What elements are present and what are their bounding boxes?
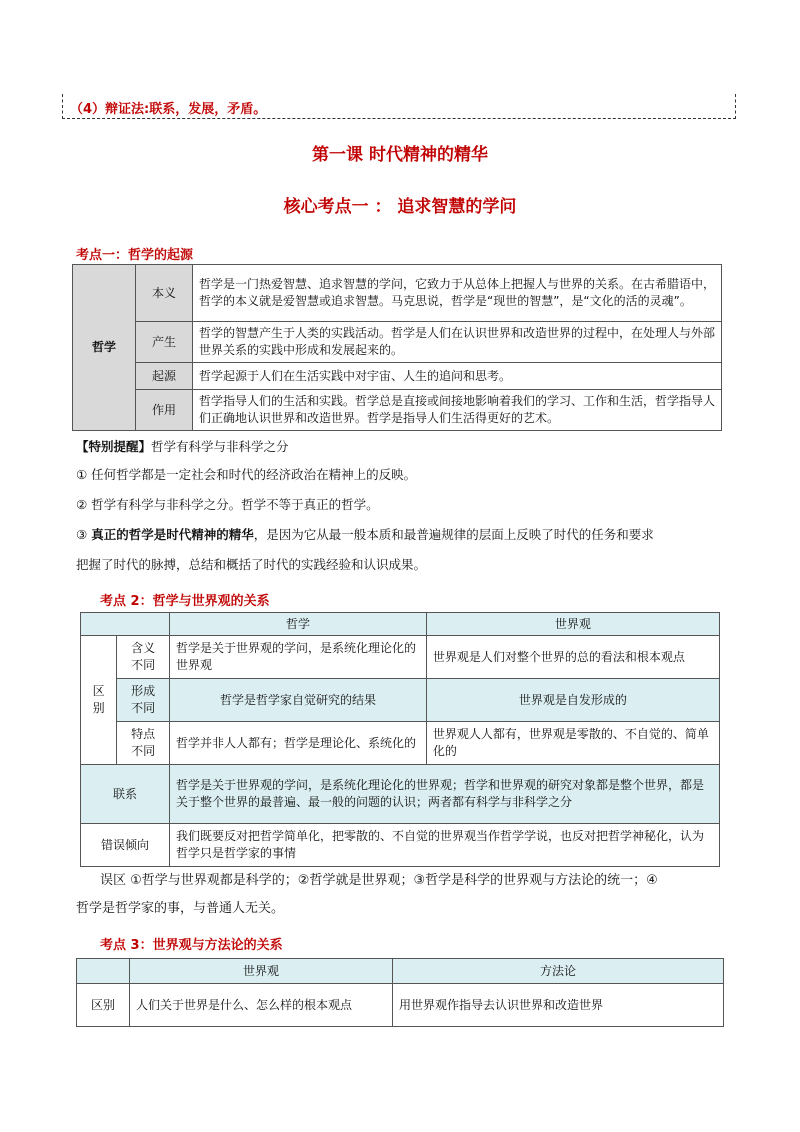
reminder-item-3-line2: 把握了时代的脉搏，总结和概括了时代的实践经验和认识成果。 [76, 557, 427, 572]
origin-label: 起源 [136, 363, 193, 390]
misconception-line1: 误区 ①哲学与世界观都是科学的；②哲学就是世界观；③哲学是科学的世界观与方法论的统一；④ [100, 873, 658, 888]
header-blank [81, 613, 170, 636]
cell-methodology: 用世界观作指导去认识世界和改造世界 [393, 984, 724, 1027]
row-label: 区别 [77, 984, 130, 1027]
origin-label: 作用 [136, 390, 193, 431]
diff-row-label: 特点 不同 [117, 722, 170, 765]
section-3-title: 考点 3：世界观与方法论的关系 [100, 938, 283, 953]
core-title: 核心考点一 ： 追求智慧的学问 [283, 197, 517, 217]
diff-row-label: 形成 不同 [117, 679, 170, 722]
reminder-item: ② 哲学有科学与非科学之分。哲学不等于真正的哲学。 [76, 497, 379, 512]
reminder-text: 哲学有科学与非科学之分 [151, 439, 289, 454]
link-text: 哲学是关于世界观的学问，是系统化理论化的世界观；哲学和世界观的研究对象都是整个世界，都是关于整个世界的最普遍、最一般的问题的认识；两者都有科学与非科学之分 [170, 765, 720, 824]
diff-row-label: 含义 不同 [117, 636, 170, 679]
reminder-item-3-rest: ，是因为它从最一般本质和最普遍规律的层面上反映了时代的任务和要求 [253, 527, 654, 542]
origin-label: 产生 [136, 322, 193, 363]
section-1-title: 考点一：哲学的起源 [76, 248, 194, 263]
cell-philosophy: 哲学是哲学家自觉研究的结果 [170, 679, 427, 722]
diff-label: 区 别 [81, 636, 117, 765]
section-2-title: 考点 2：哲学与世界观的关系 [100, 594, 270, 609]
misconception-line2: 哲学是哲学家的事，与普通人无关。 [76, 901, 285, 916]
col-header-philosophy: 哲学 [170, 613, 427, 636]
reminder-label: 【特别提醒】 [76, 439, 152, 454]
reminder-item-3-num: ③ [76, 527, 92, 542]
link-label: 联系 [81, 765, 170, 824]
worldview-method-table [76, 958, 724, 1027]
origin-text: 哲学是一门热爱智慧、追求智慧的学问，它致力于从总体上把握人与世界的关系。在古希腊语中，哲学的本义就是爱智慧或追求智慧。马克思说，哲学是“现世的智慧”，是“文化的活的灵魂”。 [193, 265, 722, 322]
cell-philosophy: 哲学是关于世界观的学问，是系统化理论化的世界观 [170, 636, 427, 679]
cell-worldview: 人们关于世界是什么、怎么样的根本观点 [130, 984, 393, 1027]
cell-worldview: 世界观是人们对整个世界的总的看法和根本观点 [426, 636, 719, 679]
origin-label: 本义 [136, 265, 193, 322]
origin-text: 哲学指导人们的生活和实践。哲学总是直接或间接地影响着我们的学习、工作和生活，哲学指导人们正确地认识世界和改造世界。哲学是指导人们生活得更好的艺术。 [193, 390, 722, 431]
cell-worldview: 世界观是自发形成的 [426, 679, 719, 722]
header-blank [77, 959, 130, 984]
top-note: （4）辩证法:联系，发展，矛盾。 [70, 102, 267, 117]
reminder-item-3 [76, 526, 736, 544]
origin-text: 哲学的智慧产生于人类的实践活动。哲学是人们在认识世界和改造世界的过程中，在处理人与外部世界关系的实践中形成和发展起来的。 [193, 322, 722, 363]
lesson-title: 第一课 时代精神的精华 [312, 145, 488, 165]
error-text: 我们既要反对把哲学简单化，把零散的、不自觉的世界观当作哲学学说，也反对把哲学神秘化，认为哲学只是哲学家的事情 [170, 824, 720, 867]
reminder-heading [76, 438, 289, 456]
origin-table [72, 264, 722, 431]
col-header-methodology: 方法论 [393, 959, 724, 984]
philosophy-worldview-table [80, 612, 720, 867]
error-label: 错误倾向 [81, 824, 170, 867]
reminder-item-3-bold: 真正的哲学是时代精神的精华 [91, 527, 254, 542]
cell-worldview: 世界观人人都有，世界观是零散的、不自觉的、简单化的 [426, 722, 719, 765]
col-header-worldview: 世界观 [130, 959, 393, 984]
cell-philosophy: 哲学并非人人都有；哲学是理论化、系统化的 [170, 722, 427, 765]
origin-text: 哲学起源于人们在生活实践中对宇宙、人生的追问和思考。 [193, 363, 722, 390]
col-header-worldview: 世界观 [426, 613, 719, 636]
reminder-item: ① 任何哲学都是一定社会和时代的经济政治在精神上的反映。 [76, 467, 417, 482]
origin-row-head: 哲学 [73, 265, 136, 431]
